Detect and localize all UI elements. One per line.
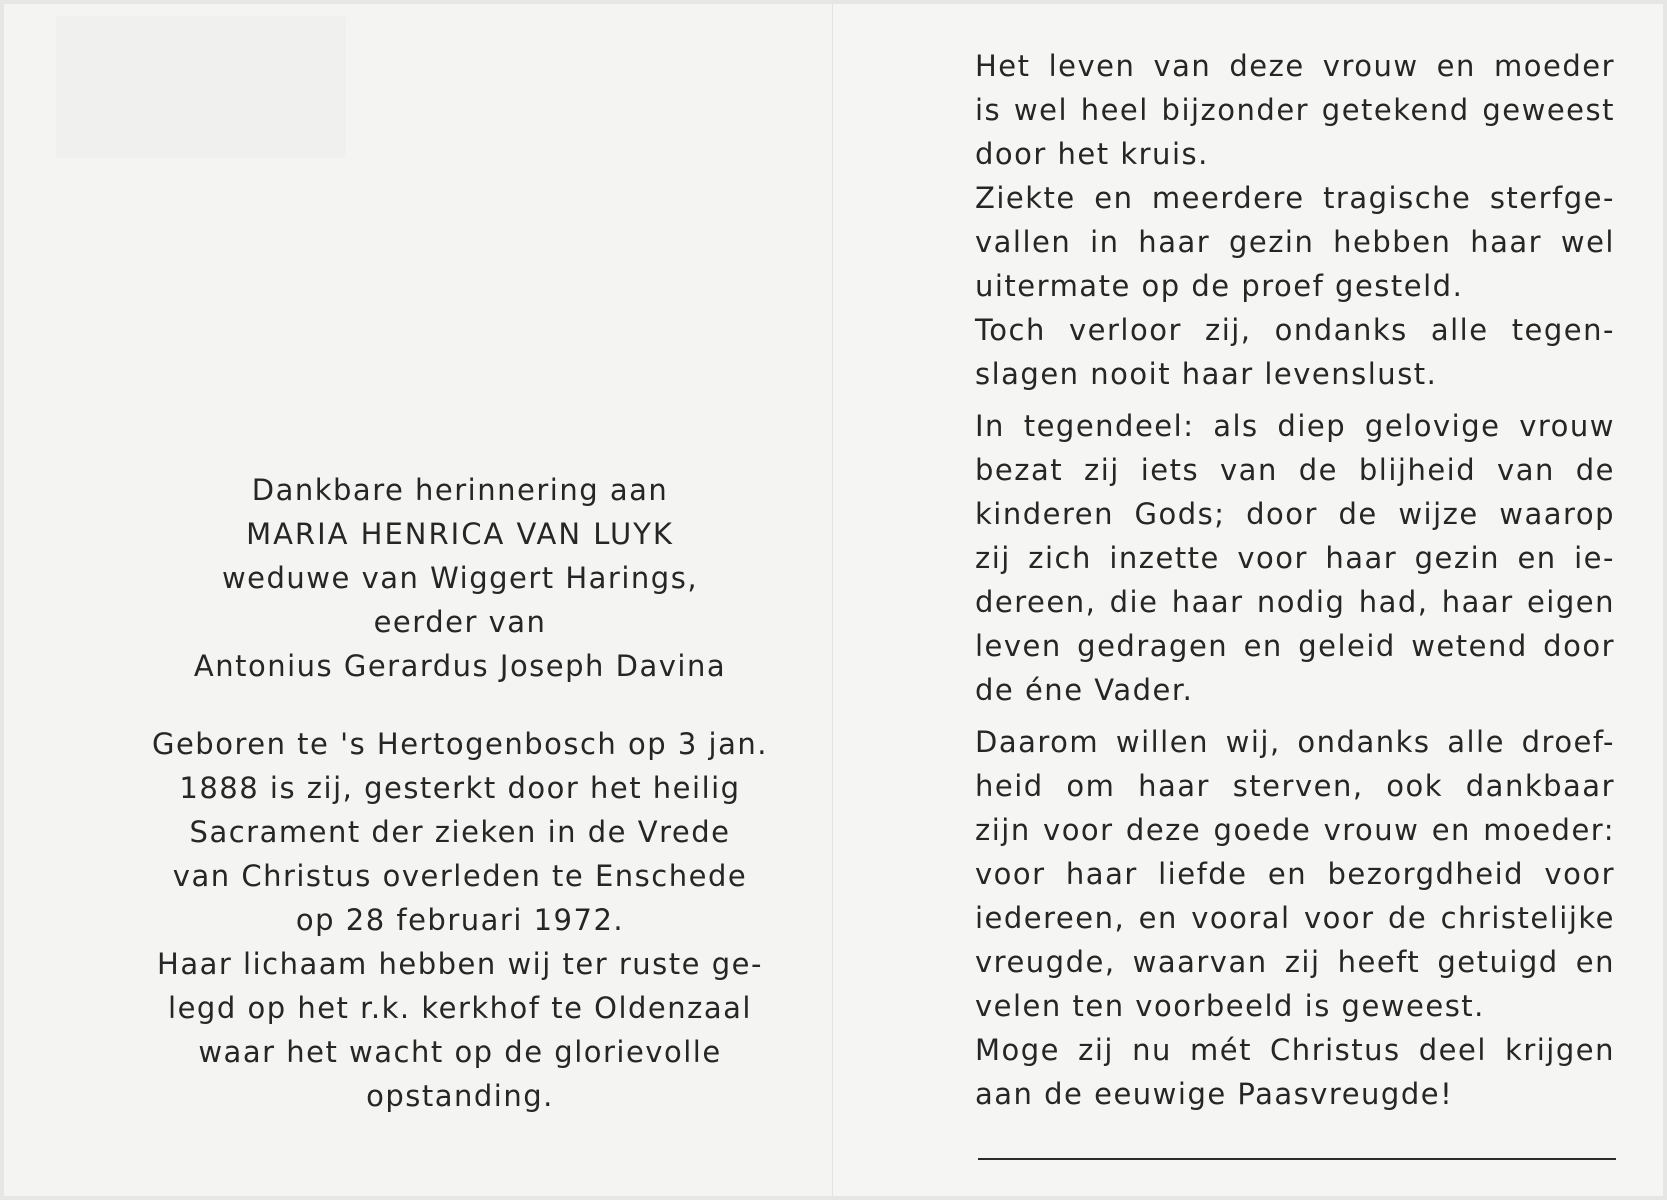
reflection-line: zijn voor deze goede vrouw en moeder:	[975, 813, 1615, 847]
reflection-line: Toch verloor zij, ondanks alle tegen-	[975, 313, 1615, 347]
dedication-heading: Dankbare herinnering aan	[251, 473, 669, 507]
reflection-text	[975, 44, 1615, 1116]
reflection-line: Moge zij nu mét Christus deel krijgen	[975, 1033, 1615, 1067]
burial-line: waar het wacht op de glorievolle	[198, 1035, 722, 1069]
reflection-line: dereen, die haar nodig had, haar eigen	[975, 585, 1615, 619]
biography-line: 1888 is zij, gesterkt door het heilig	[179, 771, 741, 805]
reflection-line: uitermate op de proef gesteld.	[975, 269, 1464, 303]
closing-line: aan de eeuwige Paasvreugde!	[975, 1077, 1454, 1111]
reflection-line: slagen nooit haar levenslust.	[975, 357, 1438, 391]
deceased-name: MARIA HENRICA VAN LUYK	[246, 517, 674, 551]
biography-line: op 28 februari 1972.	[295, 903, 625, 937]
reflection-line: kinderen Gods; door de wijze waarop	[975, 497, 1615, 531]
reflection-line: Het leven van deze vrouw en moeder	[975, 49, 1615, 83]
card-fold-line	[832, 4, 833, 1196]
reflection-line: vreugde, waarvan zij heeft getuigd en	[975, 945, 1615, 979]
reflection-line: Ziekte en meerdere tragische sterfge-	[975, 181, 1615, 215]
reflection-line: zij zich inzette voor haar gezin en ie-	[975, 541, 1615, 575]
burial-line: opstanding.	[366, 1079, 554, 1113]
reflection-line: vallen in haar gezin hebben haar wel	[975, 225, 1615, 259]
biography-line: Sacrament der zieken in de Vrede	[189, 815, 731, 849]
biography-line: Geboren te 's Hertogenbosch op 3 jan.	[151, 727, 768, 761]
photo-area	[56, 16, 346, 158]
memorial-text	[110, 468, 810, 1118]
reflection-line: In tegendeel: als diep gelovige vrouw	[975, 409, 1615, 443]
previously-of-line: eerder van	[373, 605, 547, 639]
widow-of-line: weduwe van Wiggert Harings,	[221, 561, 699, 595]
bottom-rule	[978, 1158, 1616, 1160]
reflection-line: voor haar liefde en bezorgdheid voor	[975, 857, 1615, 891]
reflection-line: leven gedragen en geleid wetend door	[975, 629, 1615, 663]
reflection-line: Daarom willen wij, ondanks alle droef-	[975, 725, 1615, 759]
reflection-line: heid om haar sterven, ook dankbaar	[975, 769, 1615, 803]
biography-line: van Christus overleden te Enschede	[172, 859, 748, 893]
first-spouse-name: Antonius Gerardus Joseph Davina	[193, 649, 727, 683]
reflection-line: door het kruis.	[975, 137, 1209, 171]
reflection-line: iedereen, en vooral voor de christelijke	[975, 901, 1615, 935]
reflection-line: velen ten voorbeeld is geweest.	[975, 989, 1485, 1023]
reflection-line: is wel heel bijzonder getekend geweest	[975, 93, 1615, 127]
burial-line: legd op het r.k. kerkhof te Oldenzaal	[168, 991, 752, 1025]
burial-line: Haar lichaam hebben wij ter ruste ge-	[157, 947, 763, 981]
reflection-line: de éne Vader.	[975, 673, 1194, 707]
reflection-line: bezat zij iets van de blijheid van de	[975, 453, 1615, 487]
